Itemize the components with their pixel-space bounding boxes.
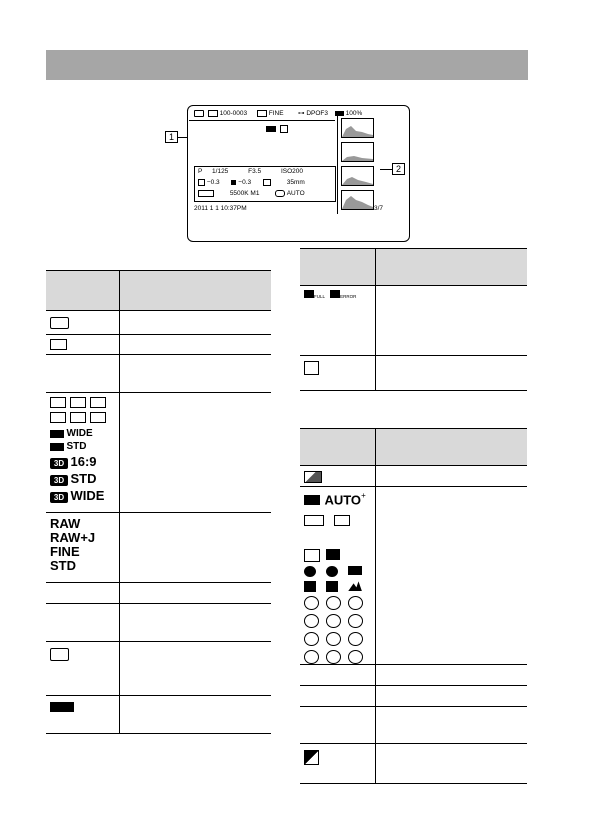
auto-plus-label: AUTO bbox=[324, 492, 362, 508]
histogram-icon bbox=[304, 471, 322, 483]
folder-icon bbox=[50, 339, 67, 350]
right-bottom-symbol-table bbox=[300, 428, 527, 784]
histogram-luminance bbox=[341, 118, 374, 138]
3d-std-label: STD bbox=[70, 471, 97, 486]
effect-icon bbox=[326, 596, 341, 610]
battery-percent: 100% bbox=[345, 110, 363, 117]
image-quality: FINE bbox=[268, 110, 284, 118]
shutter-speed: 1/125 bbox=[212, 168, 229, 175]
landscape-icon bbox=[348, 581, 362, 591]
flash-comp: −0.3 bbox=[238, 179, 252, 187]
moon-icon bbox=[326, 566, 338, 577]
exposure-comp-icon bbox=[198, 179, 205, 186]
effect-icon bbox=[348, 614, 363, 628]
section-header-bar bbox=[46, 50, 528, 80]
dro-value: AUTO bbox=[286, 190, 305, 198]
pano-l-icon bbox=[50, 412, 66, 423]
dro-icon bbox=[275, 190, 285, 197]
divider bbox=[337, 114, 338, 214]
raw-label: RAW bbox=[50, 516, 81, 531]
macro-icon bbox=[326, 581, 338, 592]
effect-icon bbox=[348, 596, 363, 610]
battery-icon bbox=[50, 702, 74, 712]
display-top-right bbox=[298, 110, 362, 118]
3d-wide-label: WIDE bbox=[70, 488, 105, 503]
sweep-std-icon bbox=[50, 443, 64, 451]
histogram-red bbox=[341, 142, 374, 162]
ratio-169-label: 16:9 bbox=[70, 454, 97, 469]
3d-icon: 3D bbox=[50, 475, 68, 486]
view-on-tv-icon bbox=[304, 361, 319, 375]
wide-label: WIDE bbox=[66, 428, 93, 439]
memory-full-icon bbox=[304, 290, 314, 298]
focal-length: 35mm bbox=[286, 179, 305, 187]
image-size-icons bbox=[50, 397, 119, 504]
effect-icon bbox=[304, 632, 319, 646]
night-portrait-icon bbox=[326, 549, 340, 560]
night-icon bbox=[304, 566, 316, 577]
rawj-label: RAW+J bbox=[50, 530, 96, 545]
histogram-green bbox=[341, 166, 374, 186]
effect-icon bbox=[304, 614, 319, 628]
3d-icon: 3D bbox=[50, 458, 68, 469]
right-top-symbol-table bbox=[300, 248, 527, 391]
left-symbol-table bbox=[46, 270, 271, 734]
lens-icon bbox=[198, 190, 214, 197]
effect-icon bbox=[326, 650, 341, 664]
memory-full-icon bbox=[266, 126, 276, 132]
exposure-row-3 bbox=[198, 190, 334, 198]
folder-icon bbox=[208, 110, 218, 117]
exposure-row-2 bbox=[198, 179, 334, 187]
panorama-icon bbox=[304, 515, 324, 526]
callout-1-line bbox=[178, 137, 187, 138]
exposure-comp: −0.3 bbox=[206, 179, 220, 187]
full-label: FULL bbox=[314, 294, 325, 299]
effect-icon bbox=[348, 632, 363, 646]
size-m-icon bbox=[70, 397, 86, 408]
memory-card-icon bbox=[194, 110, 204, 117]
header-cell bbox=[376, 429, 528, 466]
sunset-icon bbox=[348, 566, 362, 575]
pano-m-icon bbox=[70, 412, 86, 423]
size-s-icon bbox=[90, 397, 106, 408]
scene-mode-icons: AUTO+ bbox=[304, 491, 375, 664]
iso: ISO200 bbox=[280, 168, 303, 175]
divider bbox=[189, 120, 335, 121]
flash-comp-icon bbox=[231, 180, 236, 185]
effect-icon bbox=[304, 650, 319, 664]
std-quality-label: STD bbox=[50, 558, 76, 573]
display-top-row bbox=[194, 110, 284, 118]
dpof-label: DPOF3 bbox=[306, 110, 328, 117]
effect-icon bbox=[348, 650, 363, 664]
image-size-icon bbox=[257, 110, 267, 117]
sports-icon bbox=[304, 581, 316, 592]
folder-file-number: 100-0003 bbox=[219, 110, 248, 118]
3d-icon: 3D bbox=[50, 492, 68, 503]
memory-card-icon bbox=[50, 317, 69, 329]
std-label: STD bbox=[66, 441, 87, 452]
effect-icon bbox=[326, 632, 341, 646]
header-cell bbox=[300, 429, 376, 466]
effect-icon bbox=[304, 596, 319, 610]
recording-date: 2011 1 1 10:37PM bbox=[194, 205, 247, 212]
no-memory-card-icon bbox=[50, 648, 69, 661]
lcd-display-diagram bbox=[187, 105, 410, 242]
fine-label: FINE bbox=[50, 544, 80, 559]
portrait-icon bbox=[304, 549, 320, 562]
image-count: 3/7 bbox=[374, 205, 384, 212]
3d-panorama-icon bbox=[334, 515, 350, 526]
header-cell bbox=[376, 249, 528, 286]
aperture: F3.5 bbox=[248, 168, 262, 175]
error-label: ERROR bbox=[340, 294, 357, 299]
memory-error-icon bbox=[330, 290, 340, 298]
protect-icon: ⊶ bbox=[298, 110, 305, 117]
exposure-compensation-icon bbox=[304, 750, 319, 765]
sweep-wide-icon bbox=[50, 430, 64, 438]
size-l-icon bbox=[50, 397, 66, 408]
callout-2-line bbox=[380, 169, 392, 170]
metering-icon bbox=[263, 179, 271, 186]
exposure-mode: P bbox=[198, 168, 203, 175]
callout-1: 1 bbox=[165, 131, 178, 143]
header-cell bbox=[120, 271, 272, 311]
histogram-blue bbox=[341, 190, 374, 210]
white-balance: 5500K M1 bbox=[229, 190, 260, 198]
rotate-icon bbox=[280, 125, 288, 133]
exposure-row-1 bbox=[198, 168, 334, 176]
auto-icon bbox=[304, 495, 320, 505]
header-cell bbox=[46, 271, 120, 311]
header-cell bbox=[300, 249, 376, 286]
callout-2: 2 bbox=[392, 163, 405, 175]
effect-icon bbox=[326, 614, 341, 628]
pano-s-icon bbox=[90, 412, 106, 423]
